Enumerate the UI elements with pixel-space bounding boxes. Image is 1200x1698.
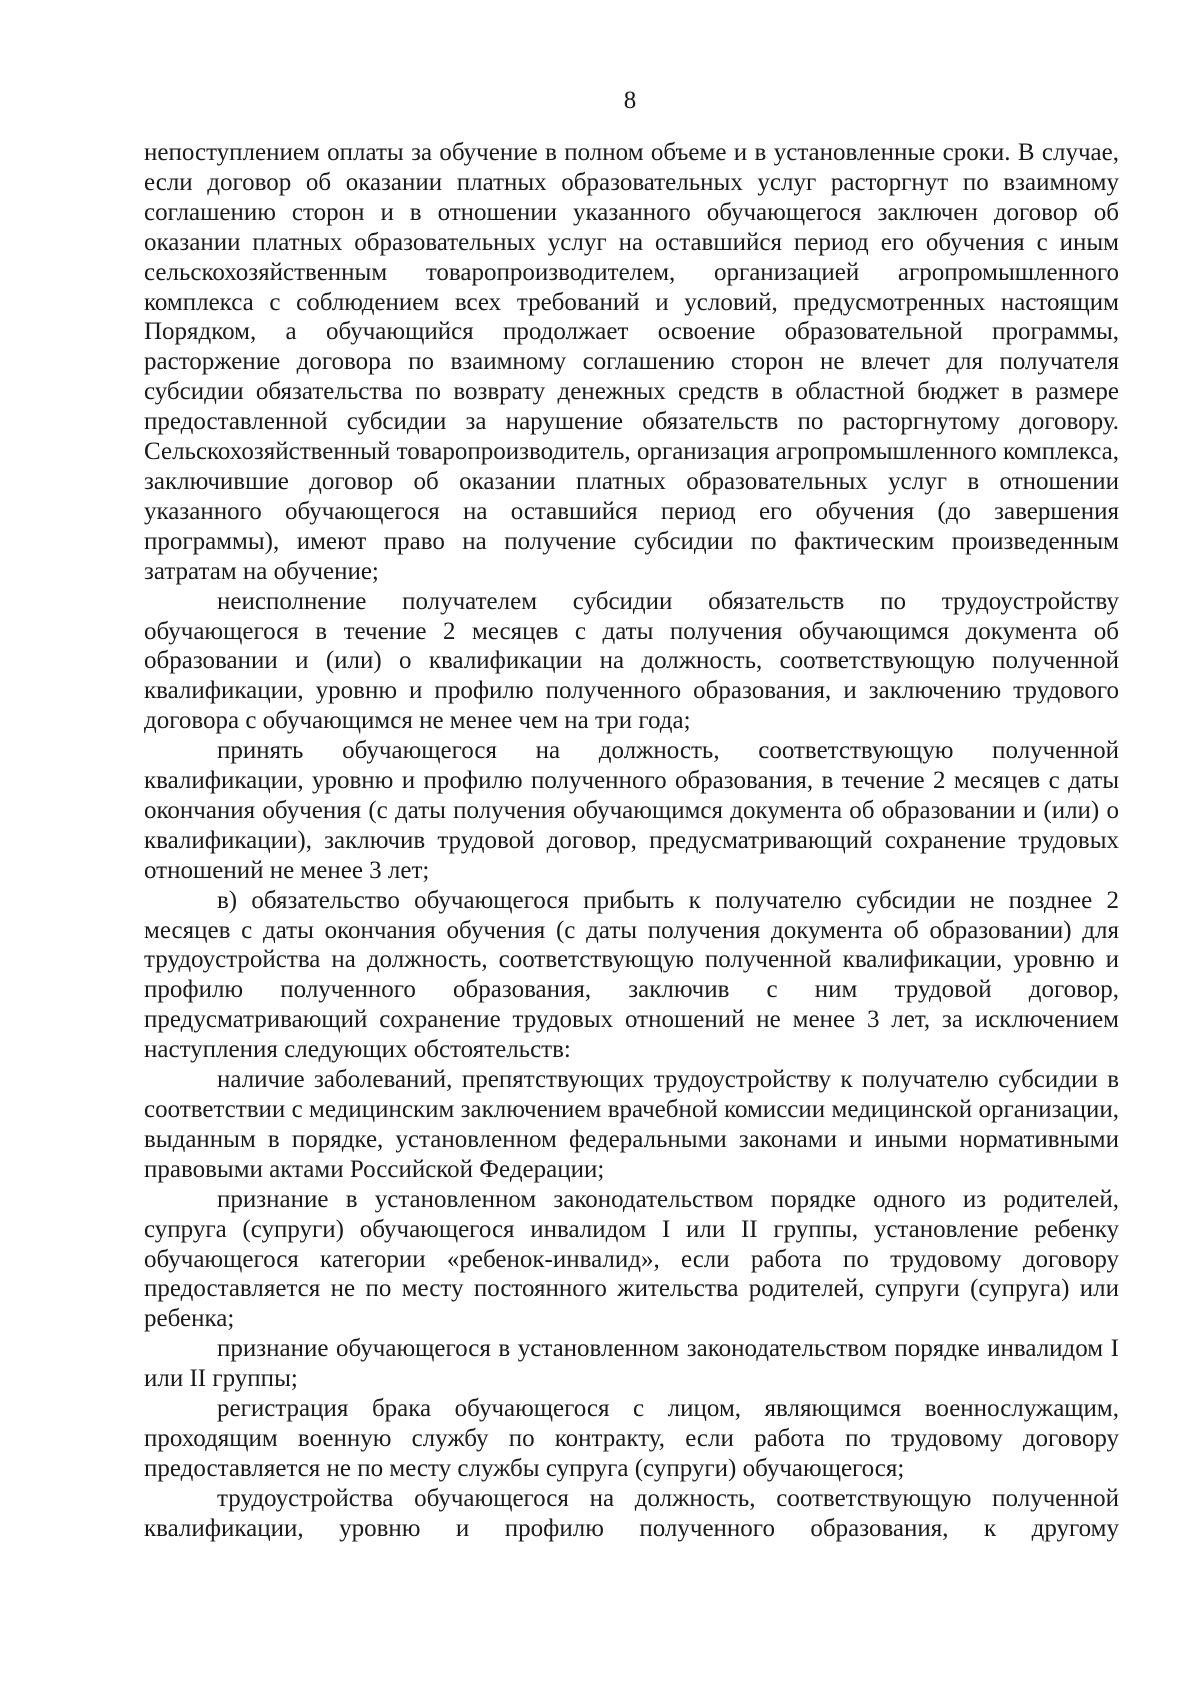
paragraph-1: непоступлением оплаты за обучение в полном объеме и в установленные сроки. В случае, если договор об оказании платных образовательных услуг расторгнут по взаимному соглашению сторон и в отношении указанного обучающегося заключен договор об оказании платных образовательных услуг на оставшийся период его обучения с иным сельскохозяйственным товаропроизводителем, организацией агропромышленного комплекса с соблюдением всех требований и условий, предусмотренных настоящим Порядком, а обучающийся продолжает освоение образовательной программы, расторжение договора по взаимному соглашению сторон не влечет для получателя субсидии обязательства по возврату денежных средств в областной бюджет в размере предоставленной субсидии за нарушение обязательств по расторгнутому договору. Сельскохозяйственный товаропроизводитель, организация агропромышленного комплекса, заключившие договор об оказании платных образовательных услуг в отношении указанного обучающегося на оставшийся период его обучения (до завершения программы), имеют право на получение субсидии по фактическим произведенным затратам на обучение; — [144, 139, 1119, 585]
paragraph-5: наличие заболеваний, препятствующих трудоустройству к получателю субсидии в соответствии с медицинским заключением врачебной комиссии медицинской организации, выданным в порядке, установленном федеральными законами и иными нормативными правовыми актами Российской Федерации; — [144, 1066, 1119, 1183]
paragraph-8: регистрация брака обучающегося с лицом, являющимся военнослужащим, проходящим военную службу по контракту, если работа по трудовому договору предоставляется не по месту службы супруга (супруги) обучающегося; — [144, 1395, 1119, 1482]
paragraph-4: в) обязательство обучающегося прибыть к получателю субсидии не позднее 2 месяцев с даты окончания обучения (с даты получения документа об образовании) для трудоустройства на должность, соответствующую полученной квалификации, уровню и профилю полученного образования, заключив с ним трудовой договор, предусматривающий сохранение трудовых отношений не менее 3 лет, за исключением наступления следующих обстоятельств: — [144, 886, 1119, 1064]
page-number: 8 — [623, 87, 637, 114]
paragraph-7: признание обучающегося в установленном законодательством порядке инвалидом I или II группы; — [144, 1335, 1119, 1393]
paragraph-6: признание в установленном законодательством порядке одного из родителей, супруга (супруги) обучающегося инвалидом I или II группы, установление ребенку обучающегося категории «ребенок-инвалид», если работа по трудовому договору предоставляется не по месту постоянного жительства родителей, супруги (супруга) или ребенка; — [144, 1185, 1119, 1333]
paragraph-3: принять обучающегося на должность, соответствующую полученной квалификации, уровню и профилю полученного образования, в течение 2 месяцев с даты окончания обучения (с даты получения обучающимся документа об образовании и (или) о квалификации), заключив трудовой договор, предусматривающий сохранение трудовых отношений не менее 3 лет; — [144, 737, 1119, 884]
document-body — [144, 138, 1119, 1544]
paragraph-2: неисполнение получателем субсидии обязательств по трудоустройству обучающегося в течение 2 месяцев с даты получения обучающимся документа об образовании и (или) о квалификации на должность, соответствующую полученной квалификации, уровню и профилю полученного образования, и заключению трудового договора с обучающимся не менее чем на три года; — [144, 587, 1119, 735]
paragraph-9: трудоустройства обучающегося на должность, соответствующую полученной квалификации, уровню и профилю полученного образования, к другому — [144, 1484, 1119, 1542]
